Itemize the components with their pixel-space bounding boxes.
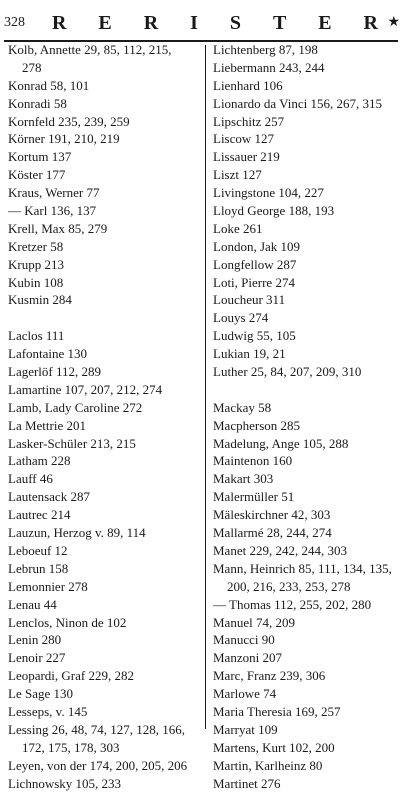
index-entry: Lesseps, v. 145	[8, 703, 88, 719]
star-icon: ★	[387, 15, 400, 30]
index-entry: Macpherson 285	[213, 417, 301, 433]
index-entry: Lessing 26, 48, 74, 127, 128, 166,	[8, 721, 185, 737]
index-entry: Laclos 111	[8, 328, 65, 344]
title-letter: R	[363, 12, 378, 34]
index-entry: Martin, Karlheinz 80	[213, 757, 323, 773]
index-entry: Kolb, Annette 29, 85, 112, 215,	[8, 42, 172, 57]
index-entry: La Mettrie 201	[8, 417, 86, 433]
index-entry: Kretzer 58	[8, 238, 64, 254]
index-entry: Marryat 109	[213, 721, 278, 737]
index-entry: Manuel 74, 209	[213, 614, 295, 630]
index-entry: Konradi 58	[8, 95, 67, 111]
title-letter: E	[98, 12, 112, 34]
right-entry-group-l	[213, 41, 401, 381]
title-letter: I	[190, 12, 198, 34]
index-entry: 200, 216, 233, 253, 278	[227, 578, 351, 594]
index-entry: Leyen, von der 174, 200, 205, 206	[8, 757, 188, 773]
index-entry: Mallarmé 28, 244, 274	[213, 525, 332, 541]
index-entry: Latham 228	[8, 453, 71, 469]
index-entry: Lissauer 219	[213, 149, 280, 165]
index-entry: Kornfeld 235, 239, 259	[8, 113, 130, 129]
index-entry: Livingstone 104, 227	[213, 185, 324, 201]
index-entry: Marc, Franz 239, 306	[213, 668, 326, 684]
index-entry: Lenin 280	[8, 632, 62, 648]
index-entry: Lloyd George 188, 193	[213, 203, 335, 219]
index-entry: Lionardo da Vinci 156, 267, 315	[213, 95, 383, 111]
index-entry: Marlowe 74	[213, 686, 277, 702]
index-entry: Kortum 137	[8, 149, 72, 165]
index-entry: Lauzun, Herzog v. 89, 114	[8, 525, 146, 541]
index-entry: Liszt 127	[213, 167, 262, 183]
index-entry: Lukian 19, 21	[213, 346, 286, 362]
index-entry: Louys 274	[213, 310, 269, 326]
index-entry: — Thomas 112, 255, 202, 280	[213, 596, 372, 612]
right-index-column	[213, 41, 401, 792]
index-entry: Lamb, Lady Caroline 272	[8, 399, 143, 415]
index-entry: Lenclos, Ninon de 102	[8, 614, 127, 630]
index-entry: Manzoni 207	[213, 650, 282, 666]
index-entry: Lagerlöf 112, 289	[8, 364, 102, 380]
group-spacer	[213, 381, 401, 399]
index-entry: Lamartine 107, 207, 212, 274	[8, 381, 163, 397]
left-index-column	[8, 41, 206, 792]
index-entry: Körner 191, 210, 219	[8, 131, 120, 147]
index-entry: Krupp 213	[8, 256, 64, 272]
index-entry: Lenoir 227	[8, 650, 66, 666]
index-entry: Köster 177	[8, 167, 66, 183]
index-entry: Lienhard 106	[213, 77, 283, 93]
running-head-title	[52, 11, 378, 35]
index-entry: Konrad 58, 101	[8, 77, 90, 93]
index-entry: London, Jak 109	[213, 238, 301, 254]
column-divider	[205, 45, 206, 729]
index-entry: Lauff 46	[8, 471, 53, 487]
index-entry: 278	[22, 59, 42, 75]
index-entry: Leboeuf 12	[8, 542, 68, 558]
index-entry: Le Sage 130	[8, 686, 73, 702]
index-entry: 172, 175, 178, 303	[22, 739, 120, 755]
index-entry: Lasker-Schüler 213, 215	[8, 435, 136, 451]
index-entry: Krell, Max 85, 279	[8, 220, 108, 236]
page-header	[4, 6, 398, 36]
index-entry: Makart 303	[213, 471, 274, 487]
index-columns	[0, 41, 402, 791]
left-entry-group-l	[8, 327, 206, 792]
index-entry: Liscow 127	[213, 131, 275, 147]
index-entry: Longfellow 287	[213, 256, 297, 272]
index-entry: Manucci 90	[213, 632, 275, 648]
index-entry: Maria Theresia 169, 257	[213, 703, 341, 719]
index-entry: Liebermann 243, 244	[213, 59, 325, 75]
index-entry: Kubin 108	[8, 274, 64, 290]
title-letter: S	[229, 12, 241, 34]
index-entry: Loucheur 311	[213, 292, 286, 308]
index-entry: Ludwig 55, 105	[213, 328, 296, 344]
title-letter: E	[318, 12, 332, 34]
index-entry: Malermüller 51	[213, 489, 295, 505]
index-entry: Kusmin 284	[8, 292, 72, 308]
index-entry: Mann, Heinrich 85, 111, 134, 135,	[213, 560, 392, 576]
index-entry: Kraus, Werner 77	[8, 185, 100, 201]
index-entry: Lebrun 158	[8, 560, 69, 576]
index-entry: Lafontaine 130	[8, 346, 88, 362]
index-entry: Luther 25, 84, 207, 209, 310	[213, 364, 362, 380]
index-entry: Loke 261	[213, 220, 263, 236]
group-spacer	[8, 309, 206, 327]
title-letter: T	[272, 12, 287, 34]
index-entry: Lipschitz 257	[213, 113, 285, 129]
index-entry: Loti, Pierre 274	[213, 274, 295, 290]
index-entry: Martinet 276	[213, 775, 281, 791]
title-letter: R	[52, 12, 67, 34]
left-entry-group-k	[8, 41, 206, 309]
index-entry: Lemonnier 278	[8, 578, 88, 594]
index-entry: Lautensack 287	[8, 489, 90, 505]
index-entry: — Karl 136, 137	[8, 203, 97, 219]
index-entry: Manet 229, 242, 244, 303	[213, 542, 347, 558]
index-entry: Mackay 58	[213, 399, 272, 415]
index-entry: Madelung, Ange 105, 288	[213, 435, 349, 451]
index-entry: Lichnowsky 105, 233	[8, 775, 122, 791]
index-entry: Mäleskirchner 42, 303	[213, 507, 331, 523]
right-entry-group-m	[213, 399, 401, 792]
title-letter: R	[143, 12, 159, 34]
page-number: 328	[4, 15, 25, 30]
index-entry: Maintenon 160	[213, 453, 293, 469]
index-entry: Leopardi, Graf 229, 282	[8, 668, 134, 684]
index-entry: Lautrec 214	[8, 507, 71, 523]
index-entry: Martens, Kurt 102, 200	[213, 739, 335, 755]
index-entry: Lichtenberg 87, 198	[213, 42, 318, 57]
index-entry: Lenau 44	[8, 596, 57, 612]
